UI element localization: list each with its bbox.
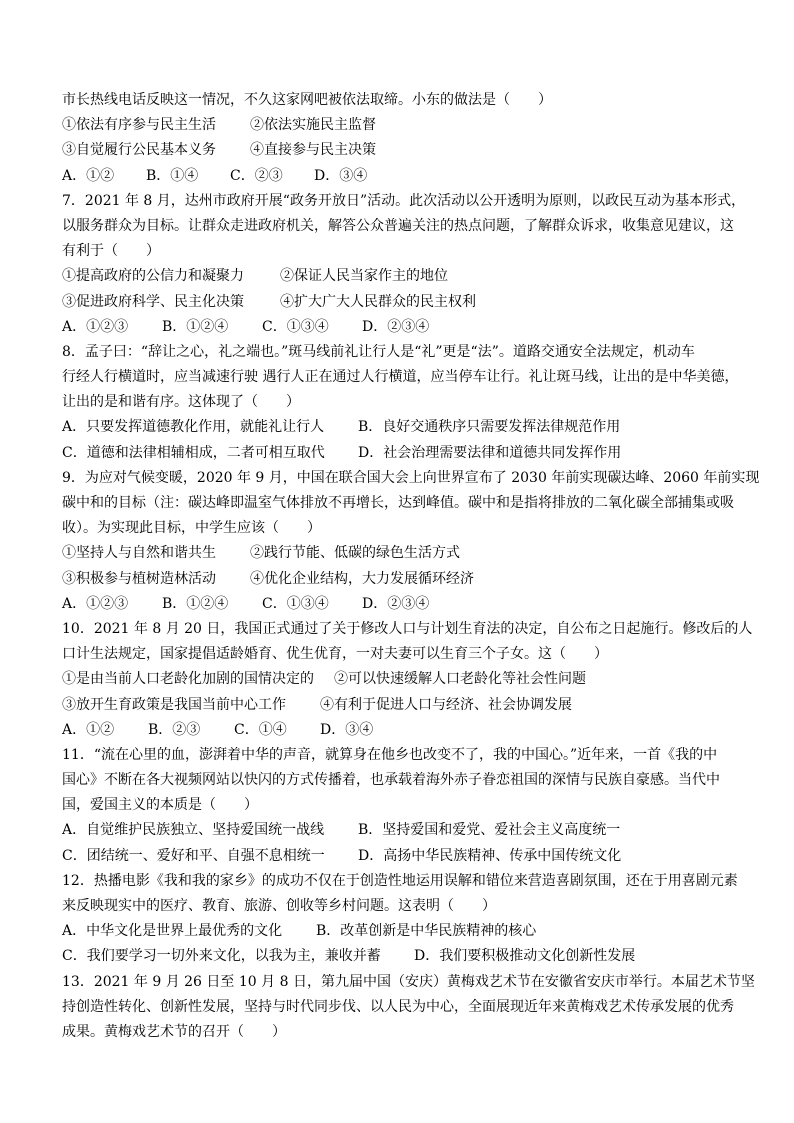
q8-stem-line-2: 行经人行横道时，应当减速行驶 遇行人正在通过人行横道，应当停车让行。礼让斑马线，让出的是中华美德， xyxy=(62,369,739,386)
q8-options-row-2 xyxy=(62,441,742,466)
q10-option-d[interactable]: D．③④ xyxy=(320,721,374,738)
q11-option-b[interactable]: B．坚持爱国和爱党、爱社会主义高度统一 xyxy=(358,822,621,839)
q11-stem-line-3: 国，爱国主义的本质是（ ） xyxy=(62,797,258,814)
q8-option-c[interactable]: C．道德和法律相辅相成，二者可相互取代 xyxy=(62,444,325,461)
q9-option-b[interactable]: B．①②④ xyxy=(162,595,229,612)
q8-option-d[interactable]: D．社会治理需要法律和道德共同发挥作用 xyxy=(358,444,622,461)
q10-options xyxy=(62,718,742,743)
q7-item-4: ④扩大广大人民群众的民主权利 xyxy=(280,293,476,310)
q7-stem-line-1: 7．2021 年 8 月，达州市政府开展“政务开放日”活动。此次活动以公开透明为原则，以政民互动为基本形式， xyxy=(62,192,746,209)
q11-option-a[interactable]: A．自觉维护民族独立、坚持爱国统一战线 xyxy=(62,822,325,839)
q7-items-row-2 xyxy=(62,290,742,315)
q7-item-2: ②保证人民当家作主的地位 xyxy=(280,268,448,285)
q10-item-1: ①是由当前人口老龄化加剧的国情决定的 xyxy=(62,671,314,688)
q10-item-3: ③放开生育政策是我国当前中心工作 xyxy=(62,696,286,713)
q8-option-b[interactable]: B．良好交通秩序只需要发挥法律规范作用 xyxy=(358,419,621,436)
question-list xyxy=(62,88,760,1045)
q6-option-b[interactable]: B．①④ xyxy=(146,167,199,184)
q12-stem-line-2: 来反映现实中的医疗、教育、旅游、创收等乡村问题。这表明（ ） xyxy=(62,898,496,914)
q7-option-a[interactable]: A．①②③ xyxy=(62,318,129,335)
q7-option-d[interactable]: D．②③④ xyxy=(362,318,430,335)
q9-option-c[interactable]: C．①③④ xyxy=(262,595,329,612)
q10-option-b[interactable]: B．②③ xyxy=(148,721,201,738)
q10-items-row-1 xyxy=(62,667,742,692)
q6-option-a[interactable]: A．①② xyxy=(62,167,115,184)
q12-stem-line-1: 12．热播电影《我和我的家乡》的成功不仅在于创造性地运用误解和错位来营造喜剧氛围，还在于用喜剧元素 xyxy=(62,872,738,889)
q13-stem-line-1: 13．2021 年 9 月 26 日至 10 月 8 日，第九届中国（安庆）黄梅戏艺术节在安徽省安庆市举行。本届艺术节坚 xyxy=(62,973,755,990)
q10-item-4: ④有利于促进人口与经济、社会协调发展 xyxy=(320,696,572,713)
q10-items-row-2 xyxy=(62,693,742,718)
q11-option-d[interactable]: D．高扬中华民族精神、传承中国传统文化 xyxy=(358,847,622,864)
q6-item-4: ④直接参与民主决策 xyxy=(250,142,376,159)
q11-stem-line-2: 国心》不断在各大视频网站以快闪的方式传播着，也承载着海外赤子眷恋祖国的深情与民族自豪感。当代中 xyxy=(62,772,720,789)
q8-options-row-1 xyxy=(62,415,742,440)
q6-options xyxy=(62,164,742,189)
q10-option-c[interactable]: C．①④ xyxy=(234,721,287,738)
q12-option-a[interactable]: A．中华文化是世界上最优秀的文化 xyxy=(62,923,283,940)
q8-stem-line-1: 8．孟子曰：“辞让之心，礼之端也。”斑马线前礼让行人是“礼”更是“法”。道路交通安全法规定，机动车 xyxy=(62,343,695,360)
q6-items-row-2 xyxy=(62,138,742,163)
q9-item-4: ④优化企业结构，大力发展循环经济 xyxy=(250,570,474,587)
q7-stem-line-2: 以服务群众为目标。让群众走进政府机关，解答公众普遍关注的热点问题，了解群众诉求，收集意见建议，这 xyxy=(62,217,734,234)
q12-option-c[interactable]: C．我们要学习一切外来文化，以我为主，兼收并蓄 xyxy=(62,948,381,965)
q12-options-row-2 xyxy=(62,944,742,969)
q11-stem-line-1: 11．“流在心里的血，澎湃着中华的声音，就算身在他乡也改变不了，我的中国心。”近年来，一首《我的中 xyxy=(62,746,718,763)
q6-item-3: ③自觉履行公民基本义务 xyxy=(62,142,216,159)
q6-stem: 市长热线电话反映这一情况，不久这家网吧被依法取缔。小东的做法是（ ） xyxy=(62,92,552,108)
q9-option-a[interactable]: A．①②③ xyxy=(62,595,129,612)
q12-option-d[interactable]: D．我们要积极推动文化创新性发展 xyxy=(414,948,636,965)
q8-stem-line-3: 让出的是和谐有序。这体现了（ ） xyxy=(62,394,300,411)
q12-options-row-1 xyxy=(62,919,742,944)
q8-option-a[interactable]: A．只要发挥道德教化作用，就能礼让行人 xyxy=(62,419,325,436)
q9-stem-line-1: 9．为应对气候变暖，2020 年 9 月，中国在联合国大会上向世界宣布了 2030 年前实现碳达峰、2060 年前实现 xyxy=(62,469,760,486)
q6-item-1: ①依法有序参与民主生活 xyxy=(62,117,216,134)
q6-option-c[interactable]: C．②③ xyxy=(230,167,283,184)
q9-option-d[interactable]: D．②③④ xyxy=(362,595,430,612)
q11-options-row-1 xyxy=(62,818,742,843)
q9-stem-line-3: 收）。为实现此目标，中学生应该（ ） xyxy=(62,520,321,537)
q9-item-3: ③积极参与植树造林活动 xyxy=(62,570,216,587)
q6-option-d[interactable]: D．③④ xyxy=(314,167,368,184)
q9-items-row-1 xyxy=(62,541,742,566)
q7-stem-line-3: 有利于（ ） xyxy=(62,243,160,260)
q6-item-2: ②依法实施民主监督 xyxy=(250,117,376,134)
q11-option-c[interactable]: C．团结统一、爱好和平、自强不息相统一 xyxy=(62,847,325,864)
q9-item-2: ②践行节能、低碳的绿色生活方式 xyxy=(250,545,460,562)
q9-item-1: ①坚持人与自然和谐共生 xyxy=(62,545,216,562)
q10-item-2: ②可以快速缓解人口老龄化等社会性问题 xyxy=(334,671,586,688)
q9-stem-line-2: 碳中和的目标（注：碳达峰即温室气体排放不再增长，达到峰值。碳中和是指将排放的二氧化碳全部捕集或吸 xyxy=(62,495,734,511)
q9-options xyxy=(62,592,742,617)
q10-option-a[interactable]: A．①② xyxy=(62,721,115,738)
q6-items-row-1 xyxy=(62,113,742,138)
q13-stem-line-2: 持创造性转化、创新性发展，坚持与时代同步伐、以人民为中心，全面展现近年来黄梅戏艺术传承发展的优秀 xyxy=(62,998,734,1015)
q10-stem-line-1: 10．2021 年 8 月 20 日，我国正式通过了关于修改人口与计划生育法的决定，自公布之日起施行。修改后的人 xyxy=(62,620,753,637)
q10-stem-line-2: 口计生法规定，国家提倡适龄婚育、优生优育，一对夫妻可以生育三个子女。这（ ） xyxy=(62,646,608,663)
q7-item-1: ①提高政府的公信力和凝聚力 xyxy=(62,268,244,285)
q12-option-b[interactable]: B．改革创新是中华民族精神的核心 xyxy=(316,923,537,940)
q13-stem-line-3: 成果。黄梅戏艺术节的召开（ ） xyxy=(62,1023,286,1040)
q7-items-row-1 xyxy=(62,264,742,289)
q7-options xyxy=(62,315,742,340)
q9-items-row-2 xyxy=(62,567,742,592)
q7-item-3: ③促进政府科学、民主化决策 xyxy=(62,293,244,310)
q7-option-b[interactable]: B．①②④ xyxy=(162,318,229,335)
q7-option-c[interactable]: C．①③④ xyxy=(262,318,329,335)
q11-options-row-2 xyxy=(62,844,742,869)
